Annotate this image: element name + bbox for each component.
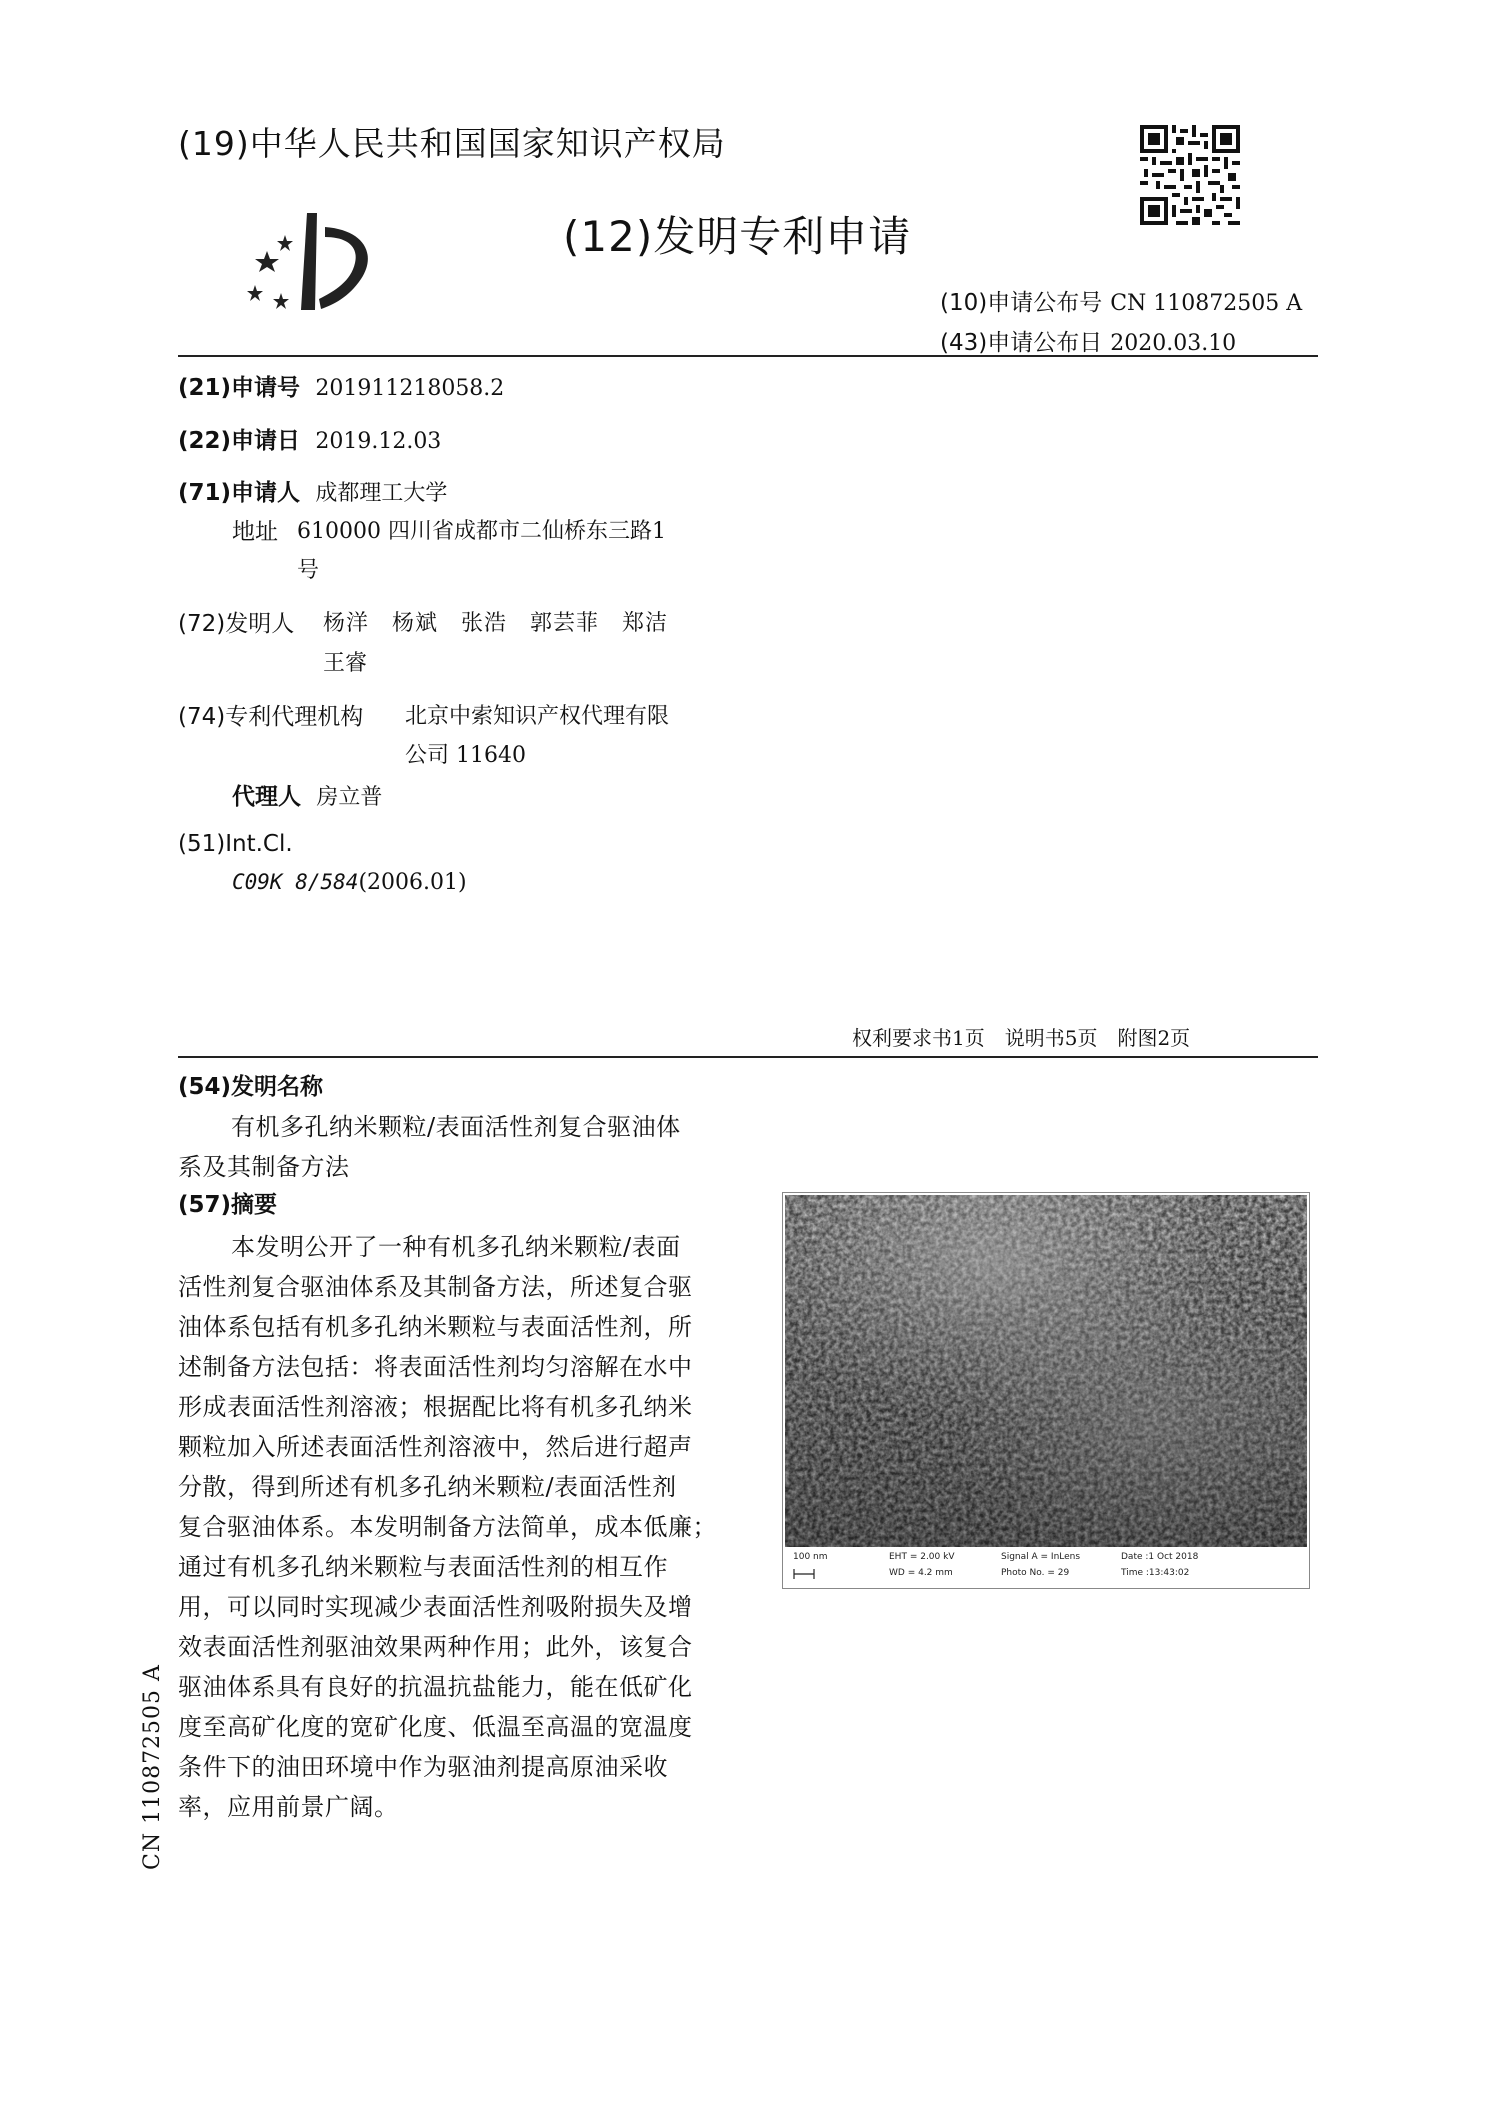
agency-line-2: 公司 11640 [405,743,526,768]
sem-micrograph-image [785,1195,1307,1547]
abstract-line: 本发明公开了一种有机多孔纳米颗粒/表面 [231,1233,681,1261]
abstract-line: 通过有机多孔纳米颗粒与表面活性剂的相互作 [178,1553,668,1581]
abstract-line: 用，可以同时实现减少表面活性剂吸附损失及增 [178,1593,693,1621]
section-divider [178,1056,1318,1058]
abstract-line: 颗粒加入所述表面活性剂溶液中，然后进行超声 [178,1433,693,1461]
abstract-line: 效表面活性剂驱油效果两种作用；此外，该复合 [178,1633,693,1661]
agent-field [232,778,382,811]
int-cl-entry [232,870,467,895]
abstract-line: 油体系包括有机多孔纳米颗粒与表面活性剂，所 [178,1313,693,1341]
invention-title-label: (54)发明名称 [178,1074,324,1100]
application-number-field [178,369,504,402]
address-line-2: 号 [297,558,320,583]
sem-micrograph-figure [782,1192,1310,1589]
int-cl-version: (2006.01) [358,870,467,895]
publication-number: CN 110872505 A [1110,291,1303,316]
agency-line-1: 北京中索知识产权代理有限 [405,704,670,729]
abstract-line: 驱油体系具有良好的抗温抗盐能力，能在低矿化 [178,1673,693,1701]
applicant-label: (71)申请人 [178,480,301,506]
application-number-label: (21)申请号 [178,375,301,401]
publication-number-label: (10)申请公布号 [940,290,1103,316]
publication-date-row [940,324,1236,357]
side-publication-number: CN 110872505 A [140,1664,165,1870]
abstract-line: 复合驱油体系。本发明制备方法简单，成本低廉； [178,1513,717,1541]
filing-date: 2019.12.03 [315,429,442,454]
cnipa-emblem-logo [245,205,390,315]
application-number: 201911218058.2 [315,376,505,401]
scale-bar-icon [793,1569,815,1579]
invention-title-line-2: 系及其制备方法 [178,1153,350,1181]
sem-time: Time :13:43:02 [1121,1568,1190,1578]
agency-label: (74)专利代理机构 [178,704,364,730]
office-name: (19)中华人民共和国国家知识产权局 [178,124,726,163]
abstract-line: 条件下的油田环境中作为驱油剂提高原油采收 [178,1753,668,1781]
int-cl-label: (51)Int.Cl. [178,831,293,857]
agent-label: 代理人 [232,784,301,810]
publication-date: 2020.03.10 [1110,331,1237,356]
abstract-line: 率，应用前景广阔。 [178,1793,399,1821]
header-divider [178,355,1318,357]
sem-date: Date :1 Oct 2018 [1121,1552,1199,1562]
document-type-title: (12)发明专利申请 [563,212,912,261]
address-line-1: 610000 四川省成都市二仙桥东三路1 [297,519,666,544]
inventors-line-1: 杨洋 杨斌 张浩 郭芸菲 郑洁 [323,611,669,636]
qr-code-icon [1140,125,1240,225]
sem-scale-label: 100 nm [793,1552,828,1562]
inventors-line-2: 王睿 [323,651,368,676]
agent-name: 房立普 [316,785,383,810]
abstract-line: 分散，得到所述有机多孔纳米颗粒/表面活性剂 [178,1473,677,1501]
invention-title-line-1: 有机多孔纳米颗粒/表面活性剂复合驱油体 [231,1113,681,1141]
abstract-line: 度至高矿化度的宽矿化度、低温至高温的宽温度 [178,1713,693,1741]
abstract-line: 形成表面活性剂溶液；根据配比将有机多孔纳米 [178,1393,693,1421]
int-cl-code: C09K 8/584 [232,870,359,894]
sem-photo-no: Photo No. = 29 [1001,1568,1070,1578]
publication-number-row [940,284,1302,317]
abstract-label: (57)摘要 [178,1192,278,1218]
applicant-name: 成都理工大学 [315,481,448,506]
sem-signal: Signal A = InLens [1001,1552,1081,1562]
filing-date-label: (22)申请日 [178,428,301,454]
sem-info-bar [785,1549,1307,1587]
abstract-line: 活性剂复合驱油体系及其制备方法，所述复合驱 [178,1273,693,1301]
filing-date-field [178,422,441,455]
applicant-field [178,474,447,507]
sem-eht: EHT = 2.00 kV [889,1552,955,1562]
address-label: 地址 [232,519,278,545]
inventors-label: (72)发明人 [178,611,295,637]
pages-summary: 权利要求书1页 说明书5页 附图2页 [852,1026,1191,1050]
abstract-line: 述制备方法包括：将表面活性剂均匀溶解在水中 [178,1353,693,1381]
sem-wd: WD = 4.2 mm [889,1568,953,1578]
publication-date-label: (43)申请公布日 [940,330,1103,356]
